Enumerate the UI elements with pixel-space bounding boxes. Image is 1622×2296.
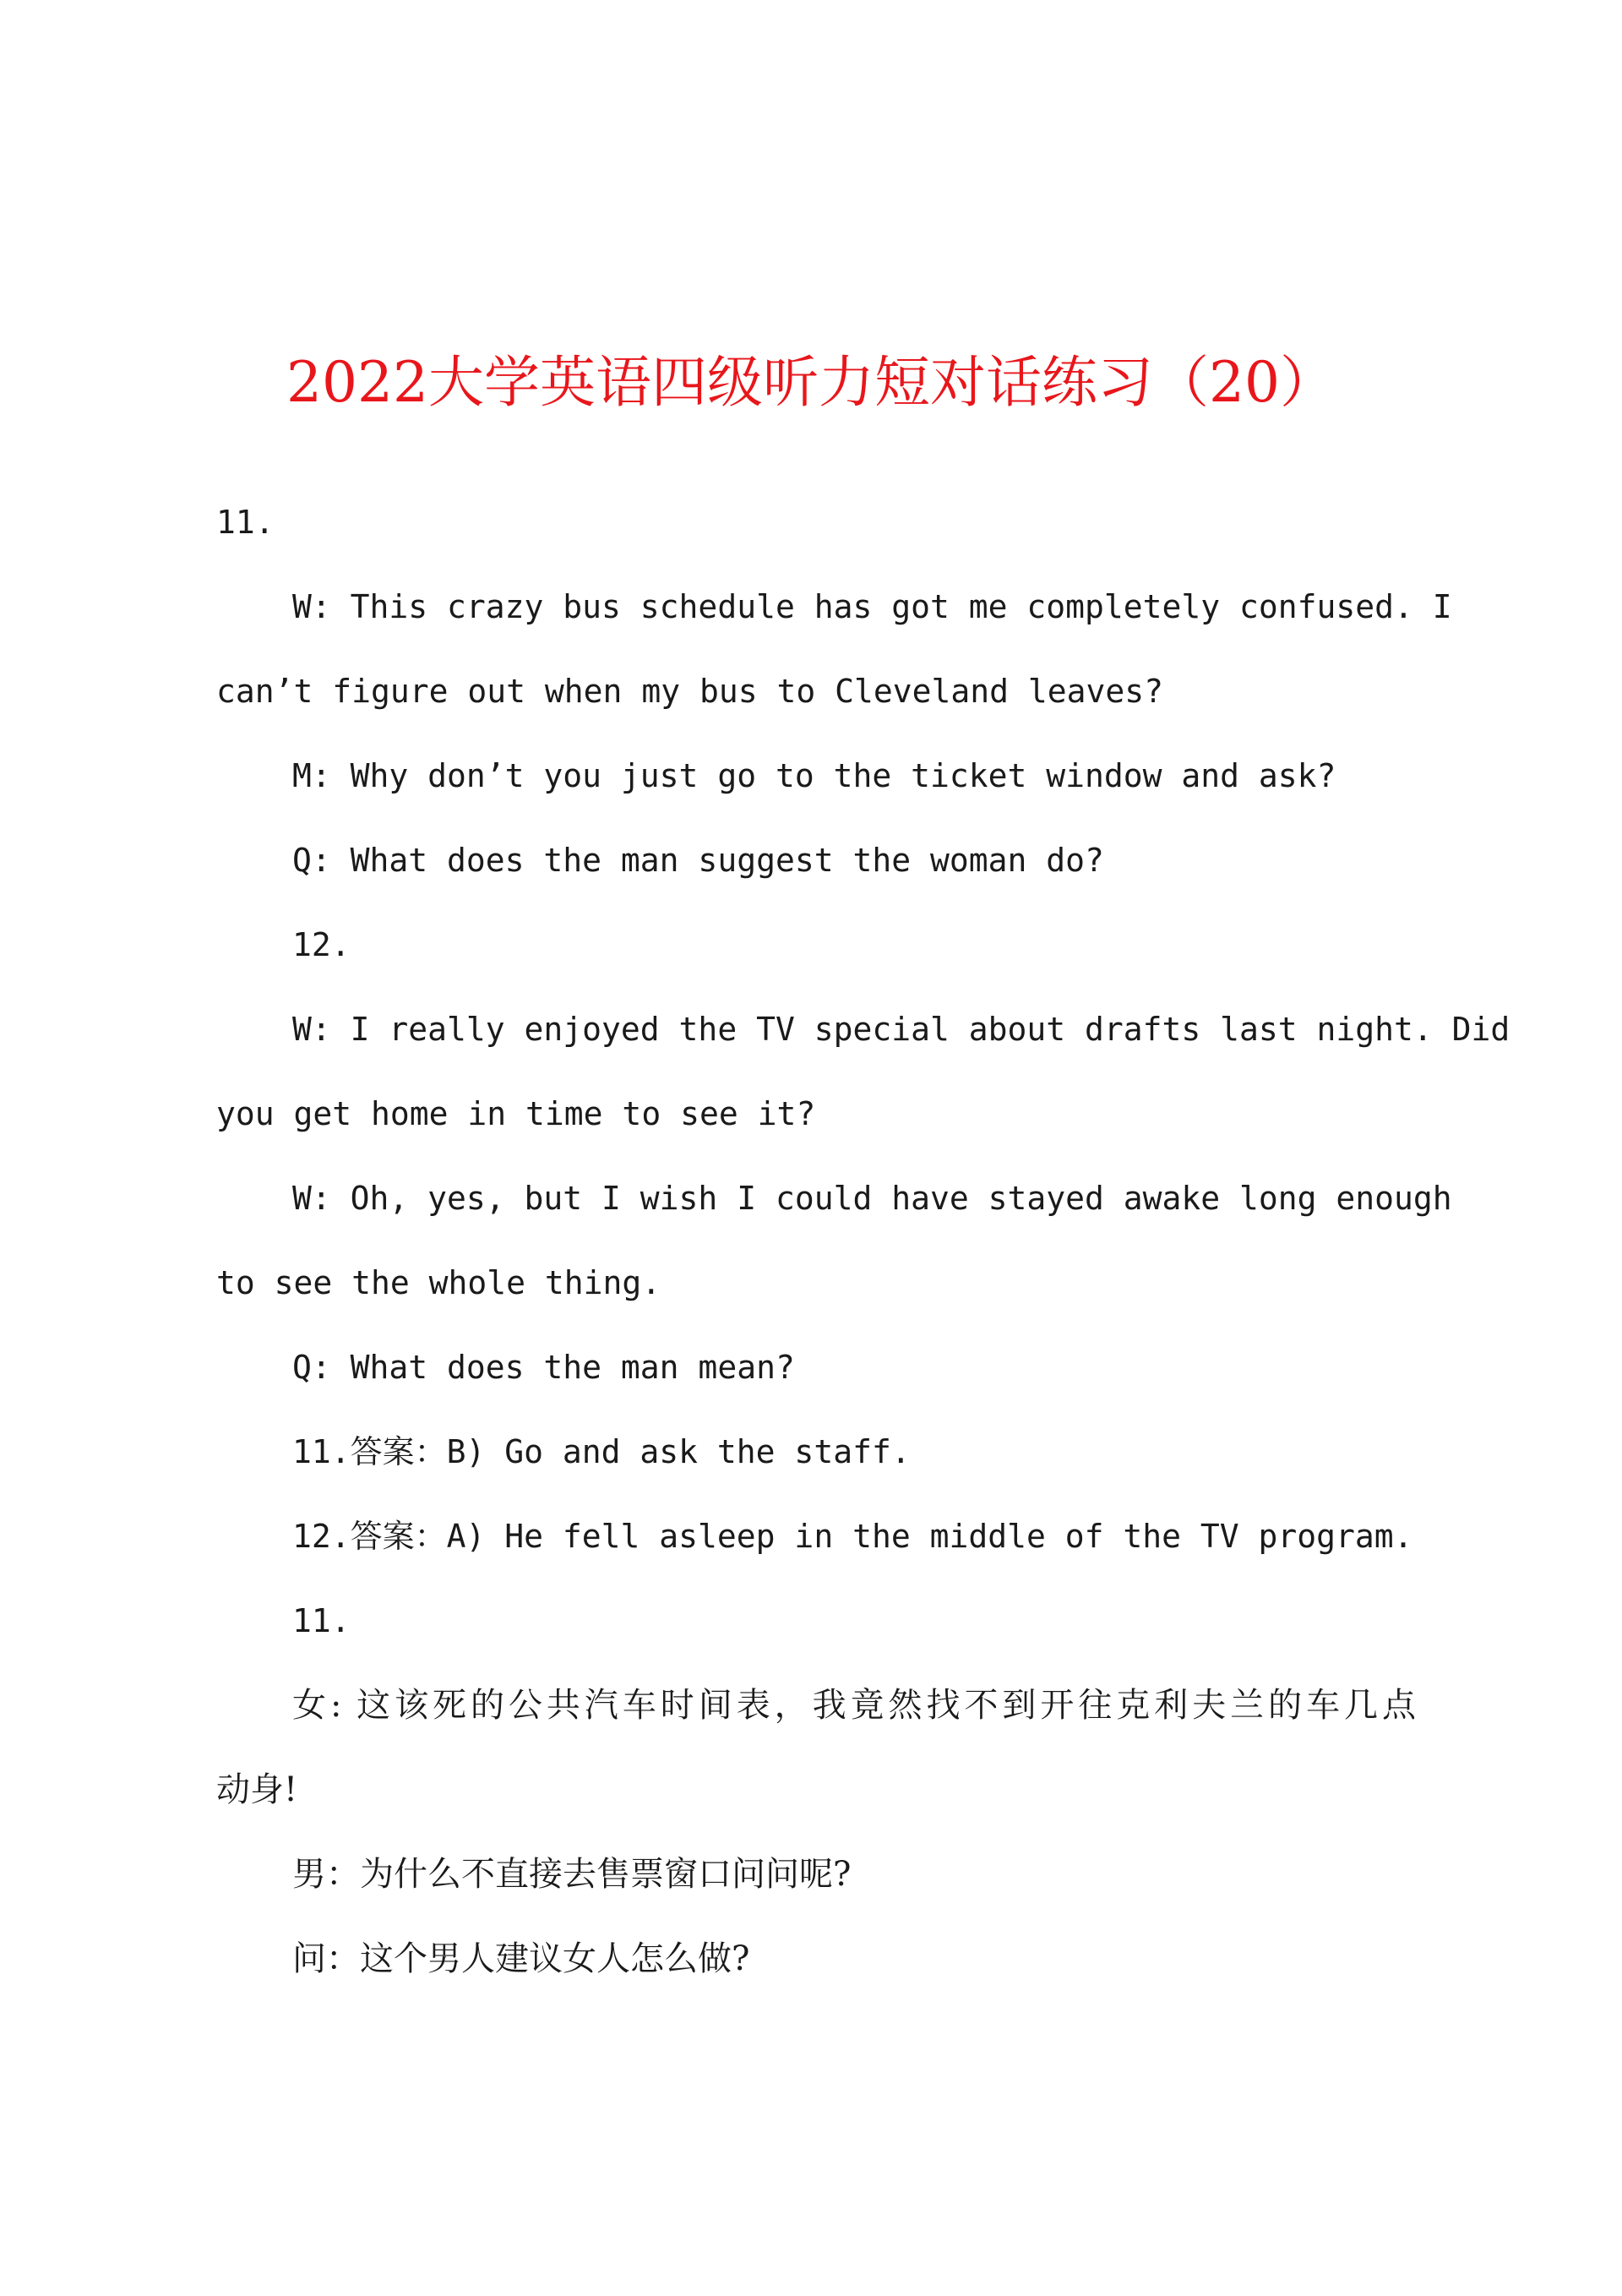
dialogue-line: you get home in time to see it? <box>216 1095 816 1132</box>
dialogue-line: W: I really enjoyed the TV special about drafts last night. Did <box>292 1011 1510 1048</box>
translation-line: 问：这个男人建议女人怎么做? <box>292 1939 750 1978</box>
question-number: 12. <box>292 926 351 963</box>
dialogue-line: to see the whole thing. <box>216 1264 661 1301</box>
question-number: 11. <box>292 1602 351 1639</box>
answer-line: 12.答案：A) He fell asleep in the middle of the TV program. <box>292 1518 1413 1555</box>
answer-line: 11.答案：B) Go and ask the staff. <box>292 1433 911 1470</box>
question-line: Q: What does the man mean? <box>292 1349 795 1386</box>
dialogue-line: W: Oh, yes, but I wish I could have stayed awake long enough <box>292 1180 1452 1217</box>
document-title: 2022大学英语四级听力短对话练习（20） <box>286 350 1336 415</box>
translation-line: 女: 这该死的公共汽车时间表，我竟然找不到开往克利夫兰的车几点 <box>292 1686 1416 1725</box>
dialogue-line: W: This crazy bus schedule has got me completely confused. I <box>292 588 1452 625</box>
dialogue-line: can’t figure out when my bus to Cleveland leaves? <box>216 673 1164 710</box>
question-number: 11. <box>216 504 275 541</box>
dialogue-line: M: Why don’t you just go to the ticket window and ask? <box>292 757 1336 794</box>
translation-line: 动身! <box>216 1770 298 1809</box>
question-line: Q: What does the man suggest the woman do? <box>292 842 1104 879</box>
translation-line: 男：为什么不直接去售票窗口问问呢? <box>292 1855 852 1894</box>
